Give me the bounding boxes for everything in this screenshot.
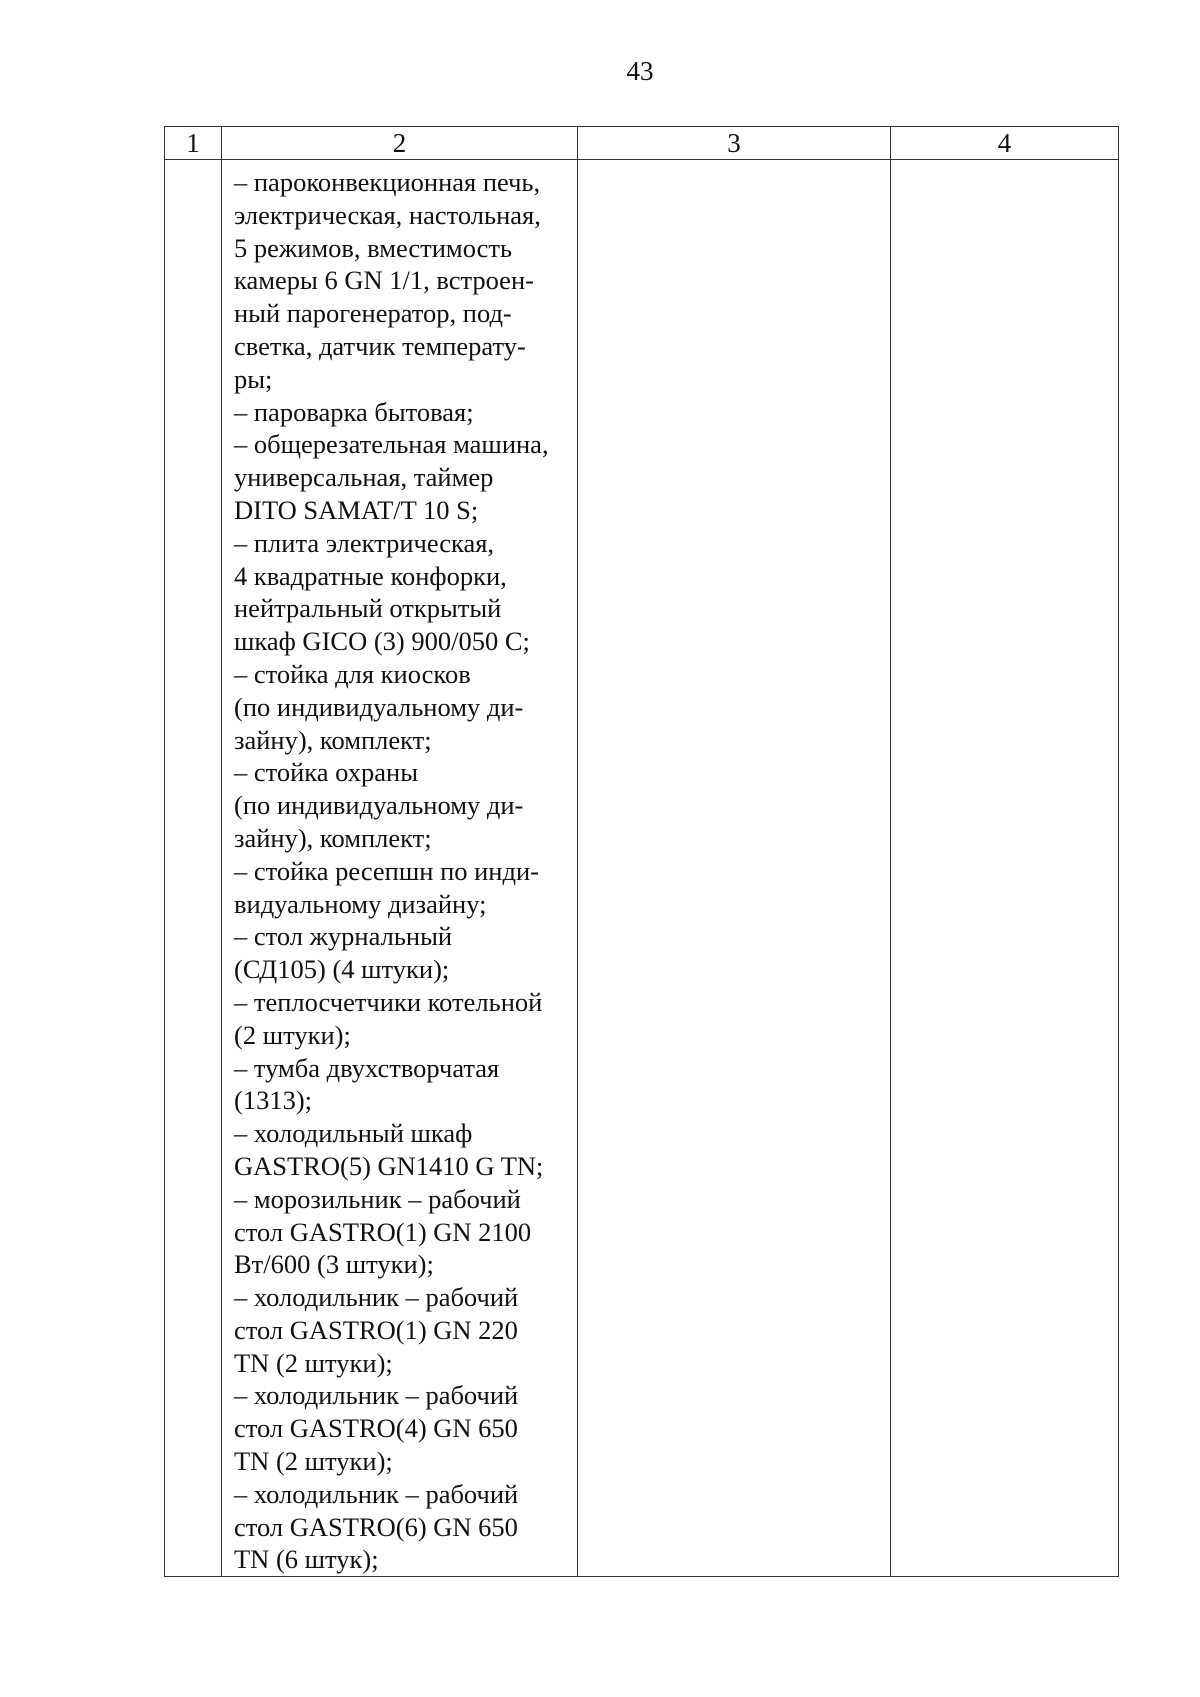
list-item-line: (по индивидуальному ди- [234, 790, 524, 821]
column-header-1: 1 [165, 127, 222, 160]
table-row [165, 160, 1119, 1577]
equipment-table [164, 126, 1119, 1577]
list-item-line: – плита электрическая, [234, 527, 495, 558]
list-item-line: – общерезательная машина, [234, 429, 549, 460]
list-item [234, 428, 573, 526]
list-item-line: ры; [234, 363, 273, 394]
cell-col-3 [578, 160, 891, 1577]
list-item [234, 1478, 573, 1576]
list-item-line: ный парогенератор, под- [234, 298, 512, 329]
list-item-line: универсальная, таймер [234, 462, 494, 493]
list-item-line: (1313); [234, 1085, 313, 1116]
list-item [234, 1281, 573, 1379]
list-item-line: – пароконвекционная печь, [234, 167, 541, 197]
list-item-line: (2 штуки); [234, 1019, 351, 1050]
list-item [234, 756, 573, 854]
list-item [234, 855, 573, 921]
list-item [234, 527, 573, 658]
list-item-line: – холодильник – рабочий [234, 1282, 519, 1313]
list-item-line: – холодильный шкаф [234, 1118, 473, 1149]
list-item [234, 1117, 573, 1183]
list-item-line: – теплосчетчики котельной [234, 986, 543, 1017]
cell-col-4 [891, 160, 1119, 1577]
list-item-line: TN (6 штук); [234, 1544, 379, 1575]
list-item [234, 396, 573, 429]
list-item-line: (СД105) (4 штуки); [234, 954, 450, 985]
list-item-line: стол GASTRO(4) GN 650 [234, 1413, 518, 1444]
list-item [234, 920, 573, 986]
list-item-line: стол GASTRO(1) GN 220 [234, 1314, 518, 1345]
cell-col-2 [222, 160, 578, 1577]
list-item-line: стол GASTRO(1) GN 2100 [234, 1216, 532, 1247]
list-item-line: зайну), комплект; [234, 822, 432, 853]
list-item-line: – стойка для киосков [234, 658, 471, 689]
cell-col-1 [165, 160, 222, 1577]
list-item-line: 4 квадратные конфорки, [234, 560, 507, 591]
list-item-line: – холодильник – рабочий [234, 1380, 519, 1411]
list-item-line: стол GASTRO(6) GN 650 [234, 1511, 518, 1542]
equipment-list [222, 160, 577, 1576]
list-item-line: GASTRO(5) GN1410 G TN; [234, 1150, 544, 1181]
list-item-line: – тумба двухстворчатая [234, 1052, 500, 1083]
list-item-line: – стойка охраны [234, 757, 418, 788]
list-item-line: TN (2 штуки); [234, 1347, 393, 1378]
list-item-line: – морозильник – рабочий [234, 1183, 521, 1214]
list-item-line: зайну), комплект; [234, 724, 432, 755]
list-item-line: камеры 6 GN 1/1, встроен- [234, 265, 534, 296]
list-item-line: видуальному дизайну; [234, 888, 487, 919]
list-item-line: электрическая, настольная, [234, 199, 541, 230]
list-item [234, 1052, 573, 1118]
list-item-line: нейтральный открытый [234, 593, 502, 624]
column-header-2: 2 [222, 127, 578, 160]
list-item-line: Вт/600 (3 штуки); [234, 1249, 434, 1280]
list-item [234, 1379, 573, 1477]
list-item [234, 986, 573, 1052]
page-number: 43 [626, 56, 654, 86]
column-header-3: 3 [578, 127, 891, 160]
column-header-4: 4 [891, 127, 1119, 160]
list-item-line: шкаф GICO (3) 900/050 C; [234, 626, 530, 657]
list-item [234, 1183, 573, 1281]
list-item-line: – стол журнальный [234, 921, 453, 952]
list-item-line: (по индивидуальному ди- [234, 691, 524, 722]
list-item [234, 166, 573, 396]
list-item-line: DITO SAMAT/T 10 S; [234, 494, 479, 525]
list-item-line: 5 режимов, вместимость [234, 232, 513, 263]
table-header-row [165, 127, 1119, 160]
list-item-line: светка, датчик температу- [234, 330, 526, 361]
list-item-line: – стойка ресепшн по инди- [234, 855, 539, 886]
list-item-line: – пароварка бытовая; [234, 396, 474, 427]
list-item-line: – холодильник – рабочий [234, 1478, 519, 1509]
list-item-line: TN (2 штуки); [234, 1446, 393, 1477]
list-item [234, 658, 573, 756]
